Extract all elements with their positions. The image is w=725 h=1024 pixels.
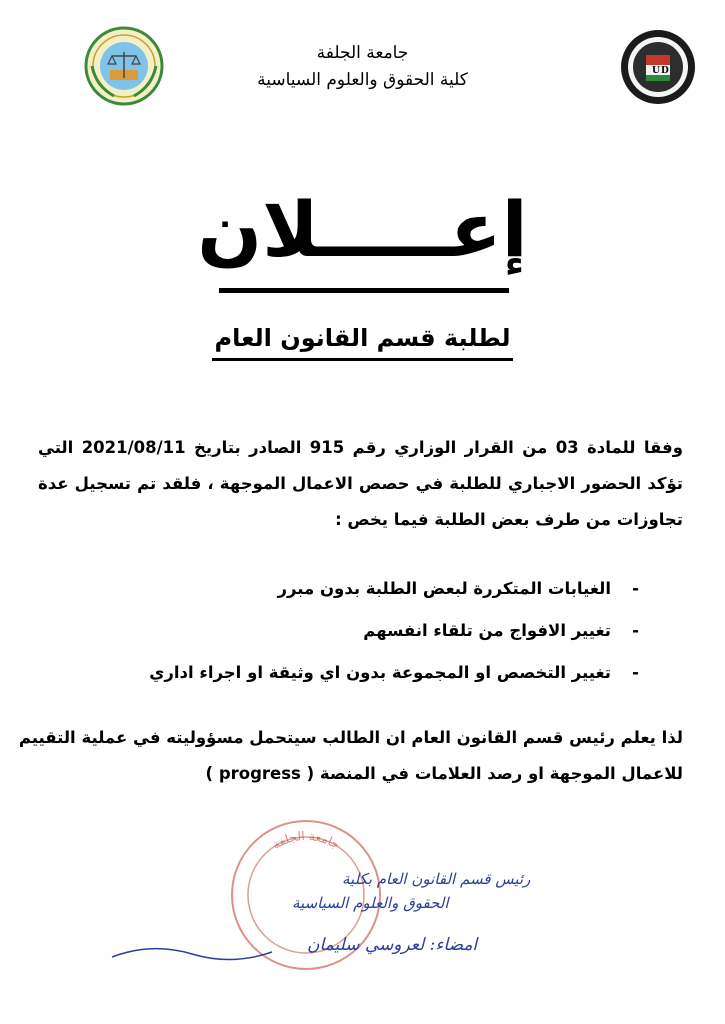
svg-text:U: U <box>652 66 660 76</box>
stamp-text: جامعة الجلفة <box>269 829 343 852</box>
handwritten-signature <box>92 862 531 972</box>
svg-text:الحقوق والعلوم السياسية: الحقوق والعلوم السياسية <box>292 894 449 912</box>
closing-line: للاعمال الموجهة او رصد العلامات في المنصة ( progress ) <box>205 764 683 783</box>
bullet-marker: - <box>632 579 639 598</box>
list-item <box>79 610 639 652</box>
intro-line: تجاوزات من طرف بعض الطلبة فيما يخص : <box>335 510 683 529</box>
closing-line: لذا يعلم رئيس قسم القانون العام ان الطالب سيتحمل مسؤوليته في عملية التقييم <box>18 728 683 747</box>
violations-list <box>79 568 639 694</box>
list-item-text: تغيير الافواج من تلقاء انفسهم <box>363 621 611 640</box>
header-institution <box>180 40 545 94</box>
faculty-emblem-icon <box>84 26 164 106</box>
list-item-text: تغيير التخصص او المجموعة بدون اي وثيقة او اجراء اداري <box>149 663 611 682</box>
bullet-marker: - <box>632 621 639 640</box>
svg-text:جامعة الجلفة <box>270 829 342 852</box>
faculty-name: كلية الحقوق والعلوم السياسية <box>257 70 468 90</box>
list-item-text: الغيابات المتكررة لبعض الطلبة بدون مبرر <box>277 579 611 598</box>
university-name: جامعة الجلفة <box>316 43 409 63</box>
closing-paragraph <box>18 720 683 792</box>
svg-text:رئيس قسم القانون العام بكلية: رئيس قسم القانون العام بكلية <box>342 870 531 888</box>
intro-line: وفقا للمادة 03 من القرار الوزاري رقم 915 الصادر بتاريخ 2021/08/11 التي <box>38 438 683 457</box>
list-item <box>79 568 639 610</box>
intro-paragraph <box>38 430 683 538</box>
intro-line: تؤكد الحضور الاجباري للطلبة في حصص الاعمال الموجهة ، فلقد تم تسجيل عدة <box>38 474 683 493</box>
svg-text:D: D <box>661 66 669 76</box>
announcement-subtitle: لطلبة قسم القانون العام <box>212 318 512 361</box>
title-underline <box>219 288 509 293</box>
svg-text:امضاء: لعروسي سليمان: امضاء: لعروسي سليمان <box>307 935 478 955</box>
bullet-marker: - <box>632 663 639 682</box>
announcement-title: إعـــــلان <box>197 185 528 274</box>
list-item <box>79 652 639 694</box>
subtitle-wrapper <box>0 318 725 361</box>
university-emblem-icon <box>619 28 697 106</box>
